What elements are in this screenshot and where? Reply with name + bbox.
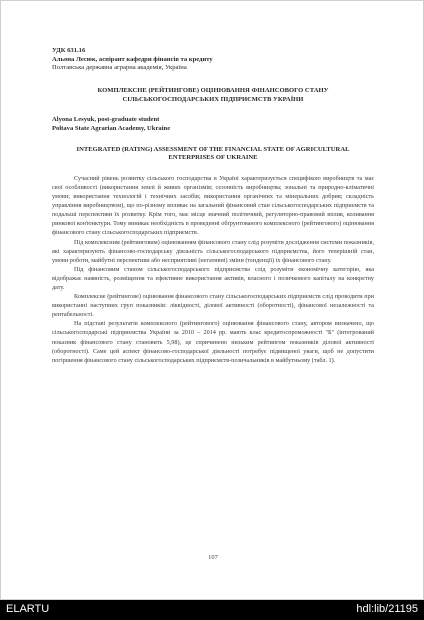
repository-footer-bar [0, 600, 424, 620]
udk-code: УДК 631.16 [52, 47, 86, 54]
body-paragraph: Комплексне (рейтингове) оцінювання фінансового стану сільськогосподарських підприємств слід проводити при використанні наступних груп показників: ліквідності, ділової активності (оборотності), фінансової незалежності та рентабельності. [52, 293, 374, 319]
repository-name: ELARTU [6, 603, 50, 615]
body-paragraph: Сучасний рівень розвитку сільського господарства в Україні характеризується специфікою виробництв та має свої особливості (використання землі й живих організмів; сезонність виробництва; зональні та природно-кліматичні умови; використання технологій і технічних засобів; використання органічних та мінеральних добрив; складність управління виробництвом), що по-різному впливає на загальний фінансовий стан сільськогосподарських підприємств та подальші перспективи їх розвитку. Крім того, має місце значний політичний, регуляторно-правовий вплив, коливання ринкової кон'юнктури. Тому виникає необхідність в проведенні обґрунтованого комплексного (рейтингового) оцінювання фінансового стану сільськогосподарських підприємств. [52, 174, 374, 237]
title-ukrainian: КОМПЛЕКСНЕ (РЕЙТИНГОВЕ) ОЦІНЮВАННЯ ФІНАНСОВОГО СТАНУ СІЛЬСЬКОГОСПОДАРСЬКИХ ПІДПРИЄМСТВ УКРАЇНИ [97, 87, 329, 103]
page-number: 107 [208, 554, 218, 561]
handle-identifier: hdl:lib/21195 [356, 603, 418, 615]
title-english: INTEGRATED (RATING) ASSESSMENT OF THE FINANCIAL STATE OF AGRICULTURAL ENTERPRISES OF UKRAINE [76, 145, 350, 162]
article-content [52, 47, 374, 365]
affiliation-english: Poltava State Agrarian Academy, Ukraine [52, 125, 171, 132]
body-paragraph: Під фінансовим станом сільськогосподарського підприємства слід розуміти економічну категорію, яка відображає наявність, розміщення та ефективне використання активів, власного і позичкового капіталу на конкретну дату. [52, 265, 374, 292]
body-paragraph: На підставі результатів комплексного (рейтингового) оцінювання фінансового стану, автором визначено, що сільськогосподарські підприємства України за 2010 – 2014 рр. мають клас кредитоспроможності "Б" (інтегрований показник фінансового стану становить 5,98), це спричинено низьким рейтингом показників ділової активності (оборотності). Саме цей аспект фінансово-господарської діяльності потребує підвищеної уваги, щоб не допустити погіршення фінансового стану сільськогосподарських підприємств-позичальників в майбутньому (табл. 1). [52, 320, 374, 364]
body-paragraph: Під комплексним (рейтинговим) оцінюванням фінансового стану слід розуміти дослідження системи показників, які характеризують фінансово-господарську діяльність сільськогосподарського підприємства, його теперішній стан, умови роботи, майбутні перспективи або несприятливі (негативні) зміни (тенденції) їх фінансового стану. [52, 238, 374, 264]
author-english: Alyona Lesyuk, post-graduate student [52, 116, 160, 124]
affiliation-ukrainian: Полтавська державна аграрна академія, Україна [52, 64, 187, 72]
author-ukrainian: Альона Лесюк, аспірант кафедри фінансів та кредиту [52, 55, 213, 63]
